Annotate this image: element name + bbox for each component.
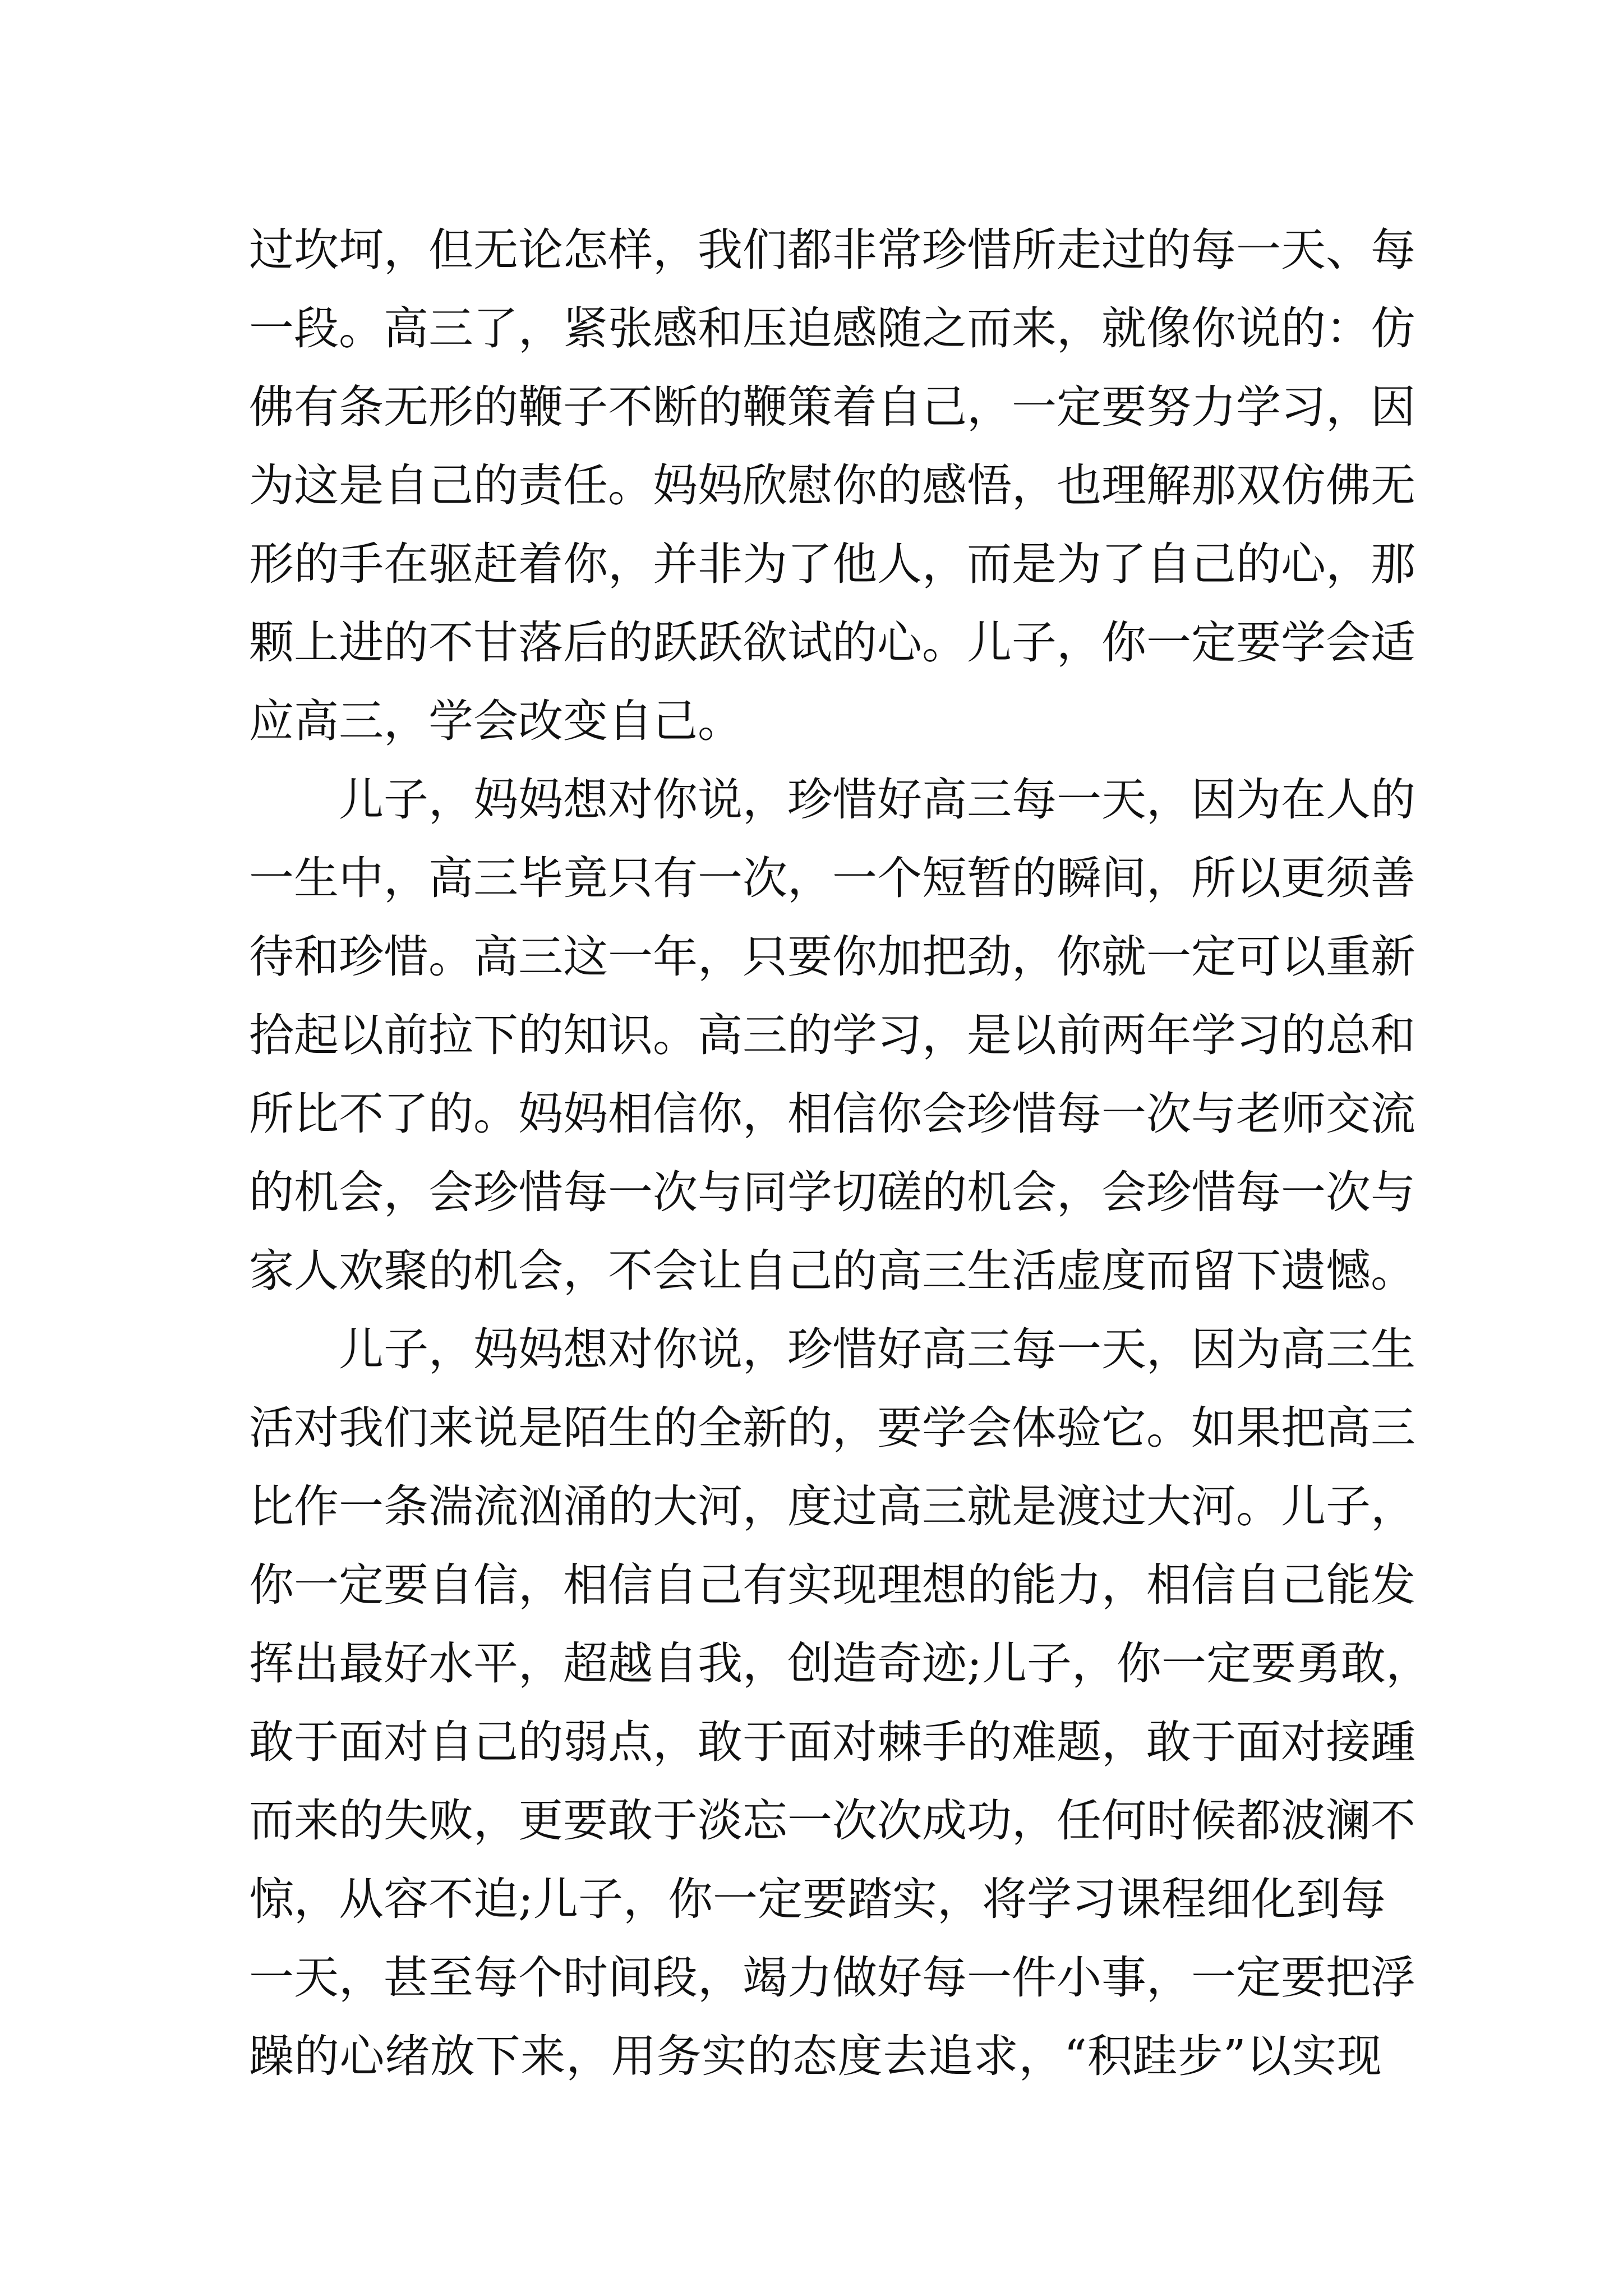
text-line: 拾起以前拉下的知识。高三的学习，是以前两年学习的总和 (249, 1009, 1415, 1061)
text-line: 躁的心绪放下来，用务实的态度去追求，“积跬步”以实现 (249, 2030, 1382, 2082)
text-line: 活对我们来说是陌生的全新的，要学会体验它。如果把高三 (249, 1402, 1415, 1454)
text-line: 儿子，妈妈想对你说，珍惜好高三每一天，因为高三生 (339, 1323, 1415, 1375)
text-line: 惊，从容不迫;儿子，你一定要踏实，将学习课程细化到每 (249, 1873, 1386, 1925)
text-line: 佛有条无形的鞭子不断的鞭策着自己，一定要努力学习，因 (249, 381, 1415, 433)
paragraph-1 (249, 211, 1415, 761)
text-line: 为这是自己的责任。妈妈欣慰你的感悟，也理解那双仿佛无 (249, 459, 1415, 512)
text-line: 形的手在驱赶着你，并非为了他人，而是为了自己的心，那 (249, 538, 1415, 590)
text-line: 应高三，学会改变自己。 (249, 695, 743, 747)
text-line: 家人欢聚的机会，不会让自己的高三生活虚度而留下遗憾。 (249, 1245, 1415, 1297)
text-line: 一生中，高三毕竟只有一次，一个短暂的瞬间，所以更须善 (249, 852, 1415, 904)
text-line: 过坎坷，但无论怎样，我们都非常珍惜所走过的每一天、每 (249, 224, 1415, 276)
text-line: 你一定要自信，相信自己有实现理想的能力，相信自己能发 (249, 1559, 1415, 1611)
paragraph-2 (249, 761, 1415, 1310)
text-line: 而来的失败，更要敢于淡忘一次次成功，任何时候都波澜不 (249, 1795, 1415, 1847)
text-line: 儿子，妈妈想对你说，珍惜好高三每一天，因为在人的 (339, 774, 1415, 826)
text-line: 一天，甚至每个时间段，竭力做好每一件小事，一定要把浮 (249, 1952, 1415, 2004)
letter-body (249, 211, 1431, 2096)
text-line: 颗上进的不甘落后的跃跃欲试的心。儿子，你一定要学会适 (249, 616, 1415, 669)
text-line: 的机会，会珍惜每一次与同学切磋的机会，会珍惜每一次与 (249, 1166, 1415, 1218)
text-line: 敢于面对自己的弱点，敢于面对棘手的难题，敢于面对接踵 (249, 1716, 1415, 1768)
text-line: 挥出最好水平，超越自我，创造奇迹;儿子，你一定要勇敢， (249, 1637, 1431, 1690)
text-line: 一段。高三了，紧张感和压迫感随之而来，就像你说的：仿 (249, 302, 1415, 355)
text-line: 待和珍惜。高三这一年，只要你加把劲，你就一定可以重新 (249, 931, 1415, 983)
text-line: 所比不了的。妈妈相信你，相信你会珍惜每一次与老师交流 (249, 1088, 1415, 1140)
paragraph-3 (249, 1310, 1431, 2096)
text-line: 比作一条湍流汹涌的大河，度过高三就是渡过大河。儿子， (249, 1480, 1415, 1533)
